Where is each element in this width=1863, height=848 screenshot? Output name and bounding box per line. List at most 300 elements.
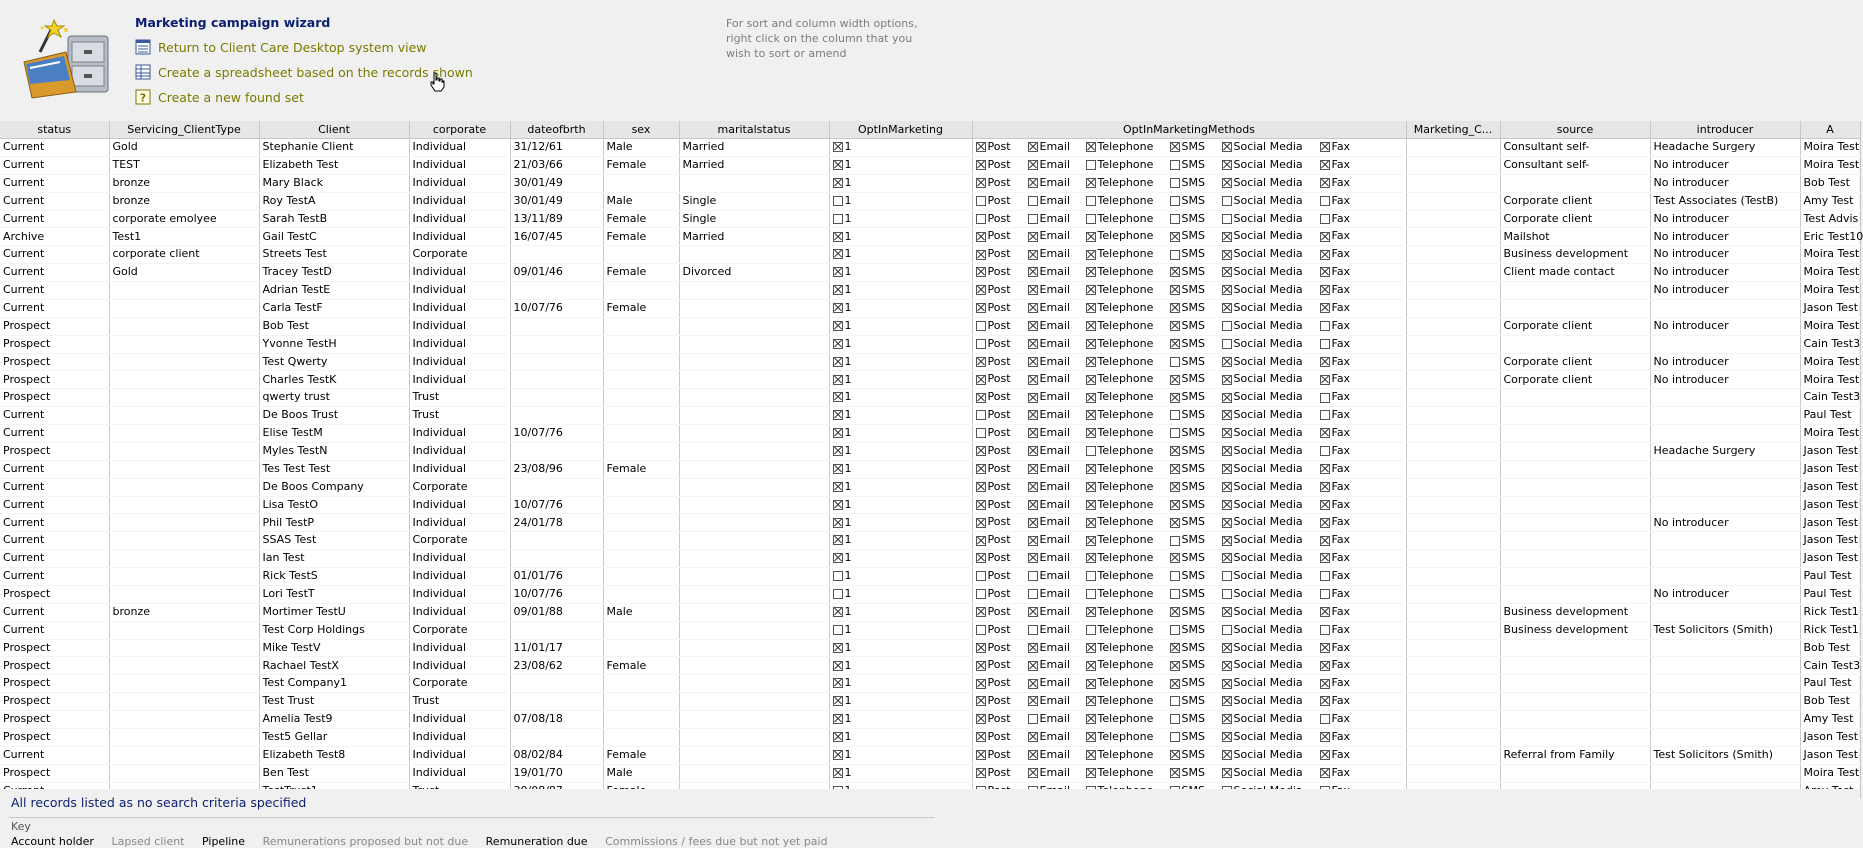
method-telephone-checkbox[interactable] xyxy=(1086,196,1096,206)
method-email-checkbox[interactable] xyxy=(1028,446,1038,456)
method-social-media-checkbox[interactable] xyxy=(1222,643,1232,653)
method-email-checkbox[interactable] xyxy=(1028,267,1038,277)
opt-in-checkbox[interactable] xyxy=(833,500,843,510)
method-email-checkbox[interactable] xyxy=(1028,679,1038,689)
method-social-media-checkbox[interactable] xyxy=(1222,661,1232,671)
method-post-checkbox[interactable] xyxy=(976,518,986,528)
table-row[interactable] xyxy=(0,442,1860,460)
method-post-checkbox[interactable] xyxy=(976,553,986,563)
method-fax-checkbox[interactable] xyxy=(1320,178,1330,188)
table-row[interactable] xyxy=(0,514,1860,532)
method-post-checkbox[interactable] xyxy=(976,732,986,742)
method-email-checkbox[interactable] xyxy=(1028,196,1038,206)
method-email-checkbox[interactable] xyxy=(1028,589,1038,599)
table-row[interactable] xyxy=(0,210,1860,228)
method-fax-checkbox[interactable] xyxy=(1320,232,1330,242)
opt-in-checkbox[interactable] xyxy=(833,410,843,420)
method-sms-checkbox[interactable] xyxy=(1170,518,1180,528)
method-social-media-checkbox[interactable] xyxy=(1222,696,1232,706)
method-sms-checkbox[interactable] xyxy=(1170,625,1180,635)
method-telephone-checkbox[interactable] xyxy=(1086,339,1096,349)
method-email-checkbox[interactable] xyxy=(1028,160,1038,170)
opt-in-checkbox[interactable] xyxy=(833,750,843,760)
method-sms-checkbox[interactable] xyxy=(1170,267,1180,277)
method-fax-checkbox[interactable] xyxy=(1320,571,1330,581)
method-telephone-checkbox[interactable] xyxy=(1086,607,1096,617)
table-row[interactable] xyxy=(0,282,1860,300)
method-post-checkbox[interactable] xyxy=(976,214,986,224)
method-telephone-checkbox[interactable] xyxy=(1086,214,1096,224)
method-sms-checkbox[interactable] xyxy=(1170,643,1180,653)
method-email-checkbox[interactable] xyxy=(1028,553,1038,563)
method-telephone-checkbox[interactable] xyxy=(1086,375,1096,385)
table-row[interactable] xyxy=(0,139,1860,157)
method-post-checkbox[interactable] xyxy=(976,321,986,331)
method-fax-checkbox[interactable] xyxy=(1320,357,1330,367)
method-sms-checkbox[interactable] xyxy=(1170,446,1180,456)
opt-in-checkbox[interactable] xyxy=(833,339,843,349)
method-sms-checkbox[interactable] xyxy=(1170,536,1180,546)
opt-in-checkbox[interactable] xyxy=(833,714,843,724)
method-sms-checkbox[interactable] xyxy=(1170,285,1180,295)
method-post-checkbox[interactable] xyxy=(976,679,986,689)
method-email-checkbox[interactable] xyxy=(1028,142,1038,152)
method-social-media-checkbox[interactable] xyxy=(1222,589,1232,599)
method-fax-checkbox[interactable] xyxy=(1320,696,1330,706)
method-social-media-checkbox[interactable] xyxy=(1222,232,1232,242)
column-header[interactable]: sex xyxy=(603,121,679,139)
method-fax-checkbox[interactable] xyxy=(1320,303,1330,313)
method-email-checkbox[interactable] xyxy=(1028,303,1038,313)
method-email-checkbox[interactable] xyxy=(1028,607,1038,617)
opt-in-checkbox[interactable] xyxy=(833,428,843,438)
opt-in-checkbox[interactable] xyxy=(833,678,843,688)
method-telephone-checkbox[interactable] xyxy=(1086,571,1096,581)
method-email-checkbox[interactable] xyxy=(1028,714,1038,724)
column-header[interactable]: A xyxy=(1800,121,1860,139)
method-social-media-checkbox[interactable] xyxy=(1222,267,1232,277)
method-post-checkbox[interactable] xyxy=(976,196,986,206)
method-sms-checkbox[interactable] xyxy=(1170,571,1180,581)
method-email-checkbox[interactable] xyxy=(1028,428,1038,438)
opt-in-checkbox[interactable] xyxy=(833,321,843,331)
method-email-checkbox[interactable] xyxy=(1028,250,1038,260)
method-sms-checkbox[interactable] xyxy=(1170,321,1180,331)
table-row[interactable] xyxy=(0,711,1860,729)
method-email-checkbox[interactable] xyxy=(1028,750,1038,760)
table-row[interactable] xyxy=(0,675,1860,693)
method-post-checkbox[interactable] xyxy=(976,768,986,778)
method-fax-checkbox[interactable] xyxy=(1320,661,1330,671)
method-post-checkbox[interactable] xyxy=(976,571,986,581)
method-sms-checkbox[interactable] xyxy=(1170,482,1180,492)
table-row[interactable] xyxy=(0,603,1860,621)
opt-in-checkbox[interactable] xyxy=(833,214,843,224)
method-sms-checkbox[interactable] xyxy=(1170,393,1180,403)
table-row[interactable] xyxy=(0,264,1860,282)
method-fax-checkbox[interactable] xyxy=(1320,500,1330,510)
method-sms-checkbox[interactable] xyxy=(1170,232,1180,242)
opt-in-checkbox[interactable] xyxy=(833,267,843,277)
method-sms-checkbox[interactable] xyxy=(1170,553,1180,563)
method-fax-checkbox[interactable] xyxy=(1320,267,1330,277)
table-row[interactable] xyxy=(0,568,1860,586)
method-social-media-checkbox[interactable] xyxy=(1222,768,1232,778)
opt-in-checkbox[interactable] xyxy=(833,178,843,188)
opt-in-checkbox[interactable] xyxy=(833,196,843,206)
method-email-checkbox[interactable] xyxy=(1028,768,1038,778)
method-fax-checkbox[interactable] xyxy=(1320,446,1330,456)
create-spreadsheet-link[interactable] xyxy=(135,63,473,81)
method-sms-checkbox[interactable] xyxy=(1170,679,1180,689)
method-social-media-checkbox[interactable] xyxy=(1222,303,1232,313)
method-email-checkbox[interactable] xyxy=(1028,410,1038,420)
method-post-checkbox[interactable] xyxy=(976,607,986,617)
method-social-media-checkbox[interactable] xyxy=(1222,518,1232,528)
method-fax-checkbox[interactable] xyxy=(1320,643,1330,653)
column-header[interactable]: OptInMarketing xyxy=(829,121,972,139)
method-sms-checkbox[interactable] xyxy=(1170,750,1180,760)
method-post-checkbox[interactable] xyxy=(976,661,986,671)
method-fax-checkbox[interactable] xyxy=(1320,464,1330,474)
method-sms-checkbox[interactable] xyxy=(1170,214,1180,224)
table-row[interactable] xyxy=(0,693,1860,711)
method-social-media-checkbox[interactable] xyxy=(1222,250,1232,260)
method-telephone-checkbox[interactable] xyxy=(1086,482,1096,492)
method-telephone-checkbox[interactable] xyxy=(1086,536,1096,546)
method-sms-checkbox[interactable] xyxy=(1170,375,1180,385)
method-telephone-checkbox[interactable] xyxy=(1086,178,1096,188)
method-post-checkbox[interactable] xyxy=(976,357,986,367)
opt-in-checkbox[interactable] xyxy=(833,142,843,152)
method-post-checkbox[interactable] xyxy=(976,625,986,635)
method-post-checkbox[interactable] xyxy=(976,643,986,653)
method-social-media-checkbox[interactable] xyxy=(1222,446,1232,456)
column-header[interactable]: Client xyxy=(259,121,409,139)
method-fax-checkbox[interactable] xyxy=(1320,214,1330,224)
method-fax-checkbox[interactable] xyxy=(1320,518,1330,528)
method-social-media-checkbox[interactable] xyxy=(1222,553,1232,563)
method-email-checkbox[interactable] xyxy=(1028,214,1038,224)
table-row[interactable] xyxy=(0,228,1860,246)
method-post-checkbox[interactable] xyxy=(976,446,986,456)
table-row[interactable] xyxy=(0,621,1860,639)
table-row[interactable] xyxy=(0,764,1860,782)
method-post-checkbox[interactable] xyxy=(976,410,986,420)
table-row[interactable] xyxy=(0,585,1860,603)
method-social-media-checkbox[interactable] xyxy=(1222,142,1232,152)
table-row[interactable] xyxy=(0,156,1860,174)
method-post-checkbox[interactable] xyxy=(976,267,986,277)
method-telephone-checkbox[interactable] xyxy=(1086,464,1096,474)
method-sms-checkbox[interactable] xyxy=(1170,661,1180,671)
opt-in-checkbox[interactable] xyxy=(833,553,843,563)
return-desktop-link[interactable] xyxy=(135,38,427,56)
method-fax-checkbox[interactable] xyxy=(1320,196,1330,206)
method-telephone-checkbox[interactable] xyxy=(1086,553,1096,563)
opt-in-checkbox[interactable] xyxy=(833,732,843,742)
method-telephone-checkbox[interactable] xyxy=(1086,732,1096,742)
column-header[interactable]: Marketing_C... xyxy=(1406,121,1500,139)
method-telephone-checkbox[interactable] xyxy=(1086,267,1096,277)
method-post-checkbox[interactable] xyxy=(976,303,986,313)
table-row[interactable] xyxy=(0,657,1860,675)
method-sms-checkbox[interactable] xyxy=(1170,160,1180,170)
method-social-media-checkbox[interactable] xyxy=(1222,625,1232,635)
method-fax-checkbox[interactable] xyxy=(1320,714,1330,724)
opt-in-checkbox[interactable] xyxy=(833,375,843,385)
opt-in-checkbox[interactable] xyxy=(833,249,843,259)
method-email-checkbox[interactable] xyxy=(1028,500,1038,510)
method-fax-checkbox[interactable] xyxy=(1320,393,1330,403)
column-header[interactable]: status xyxy=(0,121,109,139)
method-email-checkbox[interactable] xyxy=(1028,571,1038,581)
method-fax-checkbox[interactable] xyxy=(1320,625,1330,635)
method-email-checkbox[interactable] xyxy=(1028,375,1038,385)
table-row[interactable] xyxy=(0,728,1860,746)
method-telephone-checkbox[interactable] xyxy=(1086,142,1096,152)
method-social-media-checkbox[interactable] xyxy=(1222,214,1232,224)
opt-in-checkbox[interactable] xyxy=(833,446,843,456)
method-post-checkbox[interactable] xyxy=(976,393,986,403)
method-fax-checkbox[interactable] xyxy=(1320,750,1330,760)
method-post-checkbox[interactable] xyxy=(976,714,986,724)
method-post-checkbox[interactable] xyxy=(976,589,986,599)
method-telephone-checkbox[interactable] xyxy=(1086,768,1096,778)
method-sms-checkbox[interactable] xyxy=(1170,589,1180,599)
method-social-media-checkbox[interactable] xyxy=(1222,750,1232,760)
records-grid[interactable] xyxy=(0,121,1863,789)
opt-in-checkbox[interactable] xyxy=(833,696,843,706)
opt-in-checkbox[interactable] xyxy=(833,625,843,635)
opt-in-checkbox[interactable] xyxy=(833,464,843,474)
opt-in-checkbox[interactable] xyxy=(833,535,843,545)
method-sms-checkbox[interactable] xyxy=(1170,178,1180,188)
method-email-checkbox[interactable] xyxy=(1028,696,1038,706)
method-telephone-checkbox[interactable] xyxy=(1086,232,1096,242)
method-social-media-checkbox[interactable] xyxy=(1222,410,1232,420)
method-social-media-checkbox[interactable] xyxy=(1222,679,1232,689)
column-header[interactable]: introducer xyxy=(1650,121,1800,139)
method-fax-checkbox[interactable] xyxy=(1320,250,1330,260)
method-email-checkbox[interactable] xyxy=(1028,357,1038,367)
method-post-checkbox[interactable] xyxy=(976,500,986,510)
method-sms-checkbox[interactable] xyxy=(1170,607,1180,617)
method-telephone-checkbox[interactable] xyxy=(1086,643,1096,653)
method-social-media-checkbox[interactable] xyxy=(1222,571,1232,581)
method-telephone-checkbox[interactable] xyxy=(1086,714,1096,724)
opt-in-checkbox[interactable] xyxy=(833,482,843,492)
table-row[interactable] xyxy=(0,425,1860,443)
opt-in-checkbox[interactable] xyxy=(833,661,843,671)
method-social-media-checkbox[interactable] xyxy=(1222,500,1232,510)
opt-in-checkbox[interactable] xyxy=(833,285,843,295)
method-email-checkbox[interactable] xyxy=(1028,643,1038,653)
opt-in-checkbox[interactable] xyxy=(833,607,843,617)
method-post-checkbox[interactable] xyxy=(976,178,986,188)
method-email-checkbox[interactable] xyxy=(1028,625,1038,635)
method-post-checkbox[interactable] xyxy=(976,160,986,170)
create-found-set-link[interactable] xyxy=(135,88,304,106)
method-post-checkbox[interactable] xyxy=(976,232,986,242)
table-row[interactable] xyxy=(0,353,1860,371)
table-row[interactable] xyxy=(0,389,1860,407)
table-row[interactable] xyxy=(0,532,1860,550)
method-email-checkbox[interactable] xyxy=(1028,393,1038,403)
method-post-checkbox[interactable] xyxy=(976,428,986,438)
method-post-checkbox[interactable] xyxy=(976,750,986,760)
table-row[interactable] xyxy=(0,174,1860,192)
table-row[interactable] xyxy=(0,335,1860,353)
table-row[interactable] xyxy=(0,478,1860,496)
table-row[interactable] xyxy=(0,317,1860,335)
method-social-media-checkbox[interactable] xyxy=(1222,196,1232,206)
column-header[interactable]: maritalstatus xyxy=(679,121,829,139)
method-email-checkbox[interactable] xyxy=(1028,339,1038,349)
opt-in-checkbox[interactable] xyxy=(833,589,843,599)
table-row[interactable] xyxy=(0,299,1860,317)
method-sms-checkbox[interactable] xyxy=(1170,714,1180,724)
method-telephone-checkbox[interactable] xyxy=(1086,321,1096,331)
column-header[interactable]: corporate xyxy=(409,121,510,139)
method-telephone-checkbox[interactable] xyxy=(1086,446,1096,456)
method-telephone-checkbox[interactable] xyxy=(1086,160,1096,170)
method-social-media-checkbox[interactable] xyxy=(1222,714,1232,724)
method-fax-checkbox[interactable] xyxy=(1320,482,1330,492)
column-header[interactable]: source xyxy=(1500,121,1650,139)
method-telephone-checkbox[interactable] xyxy=(1086,500,1096,510)
method-social-media-checkbox[interactable] xyxy=(1222,178,1232,188)
method-sms-checkbox[interactable] xyxy=(1170,250,1180,260)
method-social-media-checkbox[interactable] xyxy=(1222,536,1232,546)
method-fax-checkbox[interactable] xyxy=(1320,428,1330,438)
opt-in-checkbox[interactable] xyxy=(833,232,843,242)
method-fax-checkbox[interactable] xyxy=(1320,607,1330,617)
method-telephone-checkbox[interactable] xyxy=(1086,625,1096,635)
method-fax-checkbox[interactable] xyxy=(1320,375,1330,385)
method-telephone-checkbox[interactable] xyxy=(1086,750,1096,760)
method-social-media-checkbox[interactable] xyxy=(1222,607,1232,617)
table-row[interactable] xyxy=(0,371,1860,389)
method-fax-checkbox[interactable] xyxy=(1320,768,1330,778)
method-email-checkbox[interactable] xyxy=(1028,732,1038,742)
method-email-checkbox[interactable] xyxy=(1028,321,1038,331)
opt-in-checkbox[interactable] xyxy=(833,768,843,778)
method-sms-checkbox[interactable] xyxy=(1170,696,1180,706)
method-post-checkbox[interactable] xyxy=(976,339,986,349)
method-fax-checkbox[interactable] xyxy=(1320,321,1330,331)
method-telephone-checkbox[interactable] xyxy=(1086,410,1096,420)
method-sms-checkbox[interactable] xyxy=(1170,500,1180,510)
method-fax-checkbox[interactable] xyxy=(1320,589,1330,599)
opt-in-checkbox[interactable] xyxy=(833,643,843,653)
method-social-media-checkbox[interactable] xyxy=(1222,393,1232,403)
method-sms-checkbox[interactable] xyxy=(1170,339,1180,349)
method-social-media-checkbox[interactable] xyxy=(1222,321,1232,331)
opt-in-checkbox[interactable] xyxy=(833,160,843,170)
opt-in-checkbox[interactable] xyxy=(833,518,843,528)
method-post-checkbox[interactable] xyxy=(976,536,986,546)
method-telephone-checkbox[interactable] xyxy=(1086,393,1096,403)
method-telephone-checkbox[interactable] xyxy=(1086,679,1096,689)
method-sms-checkbox[interactable] xyxy=(1170,303,1180,313)
method-telephone-checkbox[interactable] xyxy=(1086,589,1096,599)
method-email-checkbox[interactable] xyxy=(1028,536,1038,546)
method-sms-checkbox[interactable] xyxy=(1170,410,1180,420)
method-email-checkbox[interactable] xyxy=(1028,482,1038,492)
column-header[interactable]: OptInMarketingMethods xyxy=(972,121,1406,139)
table-row[interactable] xyxy=(0,496,1860,514)
method-fax-checkbox[interactable] xyxy=(1320,160,1330,170)
method-post-checkbox[interactable] xyxy=(976,142,986,152)
table-row[interactable] xyxy=(0,407,1860,425)
method-email-checkbox[interactable] xyxy=(1028,464,1038,474)
method-telephone-checkbox[interactable] xyxy=(1086,285,1096,295)
method-telephone-checkbox[interactable] xyxy=(1086,303,1096,313)
method-post-checkbox[interactable] xyxy=(976,482,986,492)
method-post-checkbox[interactable] xyxy=(976,464,986,474)
method-fax-checkbox[interactable] xyxy=(1320,339,1330,349)
method-post-checkbox[interactable] xyxy=(976,375,986,385)
method-fax-checkbox[interactable] xyxy=(1320,732,1330,742)
method-sms-checkbox[interactable] xyxy=(1170,142,1180,152)
table-row[interactable] xyxy=(0,192,1860,210)
method-email-checkbox[interactable] xyxy=(1028,178,1038,188)
method-fax-checkbox[interactable] xyxy=(1320,410,1330,420)
table-row[interactable] xyxy=(0,460,1860,478)
method-social-media-checkbox[interactable] xyxy=(1222,428,1232,438)
method-fax-checkbox[interactable] xyxy=(1320,536,1330,546)
method-email-checkbox[interactable] xyxy=(1028,518,1038,528)
method-social-media-checkbox[interactable] xyxy=(1222,464,1232,474)
method-sms-checkbox[interactable] xyxy=(1170,732,1180,742)
method-email-checkbox[interactable] xyxy=(1028,232,1038,242)
opt-in-checkbox[interactable] xyxy=(833,571,843,581)
table-row[interactable] xyxy=(0,746,1860,764)
opt-in-checkbox[interactable] xyxy=(833,303,843,313)
method-sms-checkbox[interactable] xyxy=(1170,357,1180,367)
method-fax-checkbox[interactable] xyxy=(1320,285,1330,295)
method-telephone-checkbox[interactable] xyxy=(1086,518,1096,528)
method-social-media-checkbox[interactable] xyxy=(1222,732,1232,742)
method-social-media-checkbox[interactable] xyxy=(1222,285,1232,295)
table-row[interactable] xyxy=(0,550,1860,568)
column-header[interactable]: Servicing_ClientType xyxy=(109,121,259,139)
method-post-checkbox[interactable] xyxy=(976,696,986,706)
method-telephone-checkbox[interactable] xyxy=(1086,661,1096,671)
method-telephone-checkbox[interactable] xyxy=(1086,357,1096,367)
method-fax-checkbox[interactable] xyxy=(1320,553,1330,563)
opt-in-checkbox[interactable] xyxy=(833,392,843,402)
method-post-checkbox[interactable] xyxy=(976,250,986,260)
opt-in-checkbox[interactable] xyxy=(833,357,843,367)
method-sms-checkbox[interactable] xyxy=(1170,464,1180,474)
method-fax-checkbox[interactable] xyxy=(1320,142,1330,152)
method-fax-checkbox[interactable] xyxy=(1320,679,1330,689)
method-post-checkbox[interactable] xyxy=(976,285,986,295)
method-email-checkbox[interactable] xyxy=(1028,285,1038,295)
column-header[interactable]: dateofbrth xyxy=(510,121,603,139)
method-telephone-checkbox[interactable] xyxy=(1086,696,1096,706)
method-telephone-checkbox[interactable] xyxy=(1086,428,1096,438)
method-social-media-checkbox[interactable] xyxy=(1222,482,1232,492)
method-telephone-checkbox[interactable] xyxy=(1086,250,1096,260)
method-social-media-checkbox[interactable] xyxy=(1222,375,1232,385)
method-email-checkbox[interactable] xyxy=(1028,661,1038,671)
method-sms-checkbox[interactable] xyxy=(1170,768,1180,778)
method-social-media-checkbox[interactable] xyxy=(1222,357,1232,367)
method-social-media-checkbox[interactable] xyxy=(1222,160,1232,170)
